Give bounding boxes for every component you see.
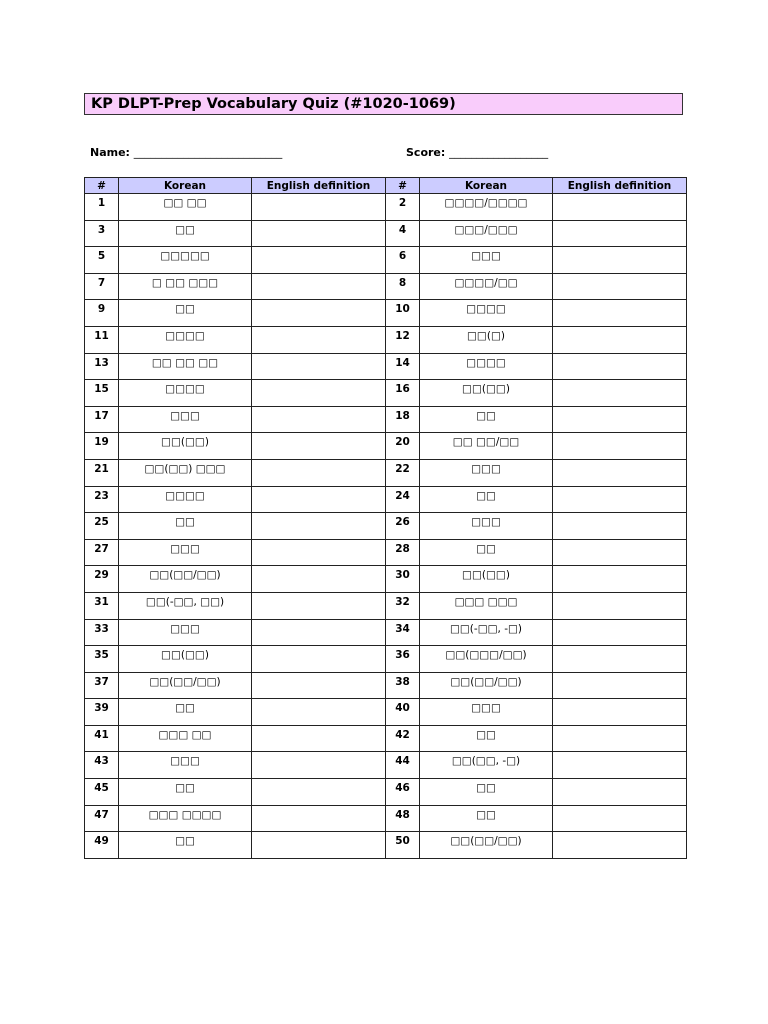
item-number: 35 (85, 646, 119, 673)
english-definition-cell[interactable] (252, 486, 386, 513)
korean-term: □□(-□□, -□) (420, 619, 553, 646)
korean-term: □□□□/□□ (420, 273, 553, 300)
korean-term: □□□□ (119, 326, 252, 353)
item-number: 33 (85, 619, 119, 646)
table-row (85, 433, 687, 460)
korean-term: □□ (420, 486, 553, 513)
korean-term: □□□ (420, 247, 553, 274)
item-number: 16 (386, 380, 420, 407)
korean-term: □□□□/□□□□ (420, 194, 553, 221)
table-row (85, 406, 687, 433)
english-definition-cell[interactable] (553, 380, 687, 407)
korean-term: □□ (119, 513, 252, 540)
korean-term: □□□/□□□ (420, 220, 553, 247)
english-definition-cell[interactable] (252, 725, 386, 752)
table-row (85, 672, 687, 699)
item-number: 26 (386, 513, 420, 540)
table-row (85, 646, 687, 673)
korean-term: □□ (119, 779, 252, 806)
korean-term: □□ (119, 300, 252, 327)
english-definition-cell[interactable] (252, 433, 386, 460)
item-number: 21 (85, 459, 119, 486)
english-definition-cell[interactable] (553, 300, 687, 327)
table-row (85, 353, 687, 380)
item-number: 31 (85, 592, 119, 619)
english-definition-cell[interactable] (252, 326, 386, 353)
item-number: 5 (85, 247, 119, 274)
korean-term: □□(□□/□□) (420, 672, 553, 699)
korean-term: □□□ □□ (119, 725, 252, 752)
english-definition-cell[interactable] (252, 619, 386, 646)
english-definition-cell[interactable] (252, 832, 386, 859)
score-label: Score: (406, 146, 446, 159)
header-english-left: English definition (252, 178, 386, 194)
item-number: 20 (386, 433, 420, 460)
item-number: 44 (386, 752, 420, 779)
item-number: 46 (386, 779, 420, 806)
table-row (85, 566, 687, 593)
item-number: 18 (386, 406, 420, 433)
korean-term: □□□ (119, 619, 252, 646)
header-num-right: # (386, 178, 420, 194)
korean-term: □□ □□ (119, 194, 252, 221)
table-row (85, 459, 687, 486)
english-definition-cell[interactable] (252, 646, 386, 673)
korean-term: □□□ (119, 752, 252, 779)
english-definition-cell[interactable] (553, 725, 687, 752)
korean-term: □□(□□) (420, 380, 553, 407)
korean-term: □□□ (119, 406, 252, 433)
korean-term: □□(□□) □□□ (119, 459, 252, 486)
item-number: 24 (386, 486, 420, 513)
korean-term: □□□□ (420, 353, 553, 380)
korean-term: □□□□ (420, 300, 553, 327)
table-row (85, 247, 687, 274)
table-header-row (85, 178, 687, 194)
table-row (85, 380, 687, 407)
table-row (85, 752, 687, 779)
english-definition-cell[interactable] (252, 247, 386, 274)
item-number: 37 (85, 672, 119, 699)
table-row (85, 619, 687, 646)
english-definition-cell[interactable] (252, 539, 386, 566)
item-number: 19 (85, 433, 119, 460)
name-field[interactable] (90, 146, 282, 159)
table-row (85, 513, 687, 540)
item-number: 27 (85, 539, 119, 566)
english-definition-cell[interactable] (553, 513, 687, 540)
korean-term: □□ (420, 539, 553, 566)
english-definition-cell[interactable] (252, 300, 386, 327)
item-number: 10 (386, 300, 420, 327)
item-number: 8 (386, 273, 420, 300)
table-row (85, 273, 687, 300)
english-definition-cell[interactable] (553, 752, 687, 779)
korean-term: □□(□) (420, 326, 553, 353)
english-definition-cell[interactable] (252, 805, 386, 832)
score-field[interactable] (406, 146, 548, 159)
korean-term: □□ (119, 699, 252, 726)
item-number: 13 (85, 353, 119, 380)
table-row (85, 725, 687, 752)
item-number: 39 (85, 699, 119, 726)
korean-term: □□ (119, 220, 252, 247)
item-number: 1 (85, 194, 119, 221)
item-number: 48 (386, 805, 420, 832)
english-definition-cell[interactable] (553, 486, 687, 513)
english-definition-cell[interactable] (553, 672, 687, 699)
english-definition-cell[interactable] (252, 513, 386, 540)
english-definition-cell[interactable] (252, 672, 386, 699)
korean-term: □□(□□) (119, 646, 252, 673)
item-number: 36 (386, 646, 420, 673)
item-number: 40 (386, 699, 420, 726)
item-number: 45 (85, 779, 119, 806)
item-number: 50 (386, 832, 420, 859)
korean-term: □□ (420, 725, 553, 752)
item-number: 34 (386, 619, 420, 646)
english-definition-cell[interactable] (252, 406, 386, 433)
korean-term: □□□ □□□□ (119, 805, 252, 832)
english-definition-cell[interactable] (553, 779, 687, 806)
english-definition-cell[interactable] (252, 459, 386, 486)
item-number: 38 (386, 672, 420, 699)
korean-term: □□(□□/□□) (420, 832, 553, 859)
item-number: 29 (85, 566, 119, 593)
english-definition-cell[interactable] (553, 326, 687, 353)
table-row (85, 194, 687, 221)
korean-term: □□□ □□□ (420, 592, 553, 619)
english-definition-cell[interactable] (553, 619, 687, 646)
item-number: 4 (386, 220, 420, 247)
item-number: 11 (85, 326, 119, 353)
korean-term: □□ (420, 406, 553, 433)
english-definition-cell[interactable] (553, 220, 687, 247)
english-definition-cell[interactable] (553, 566, 687, 593)
english-definition-cell[interactable] (553, 194, 687, 221)
table-row (85, 779, 687, 806)
korean-term: □□□□□ (119, 247, 252, 274)
table-row (85, 326, 687, 353)
header-korean-left: Korean (119, 178, 252, 194)
item-number: 15 (85, 380, 119, 407)
table-row (85, 486, 687, 513)
english-definition-cell[interactable] (553, 832, 687, 859)
english-definition-cell[interactable] (252, 699, 386, 726)
header-num-left: # (85, 178, 119, 194)
english-definition-cell[interactable] (252, 220, 386, 247)
english-definition-cell[interactable] (553, 273, 687, 300)
english-definition-cell[interactable] (553, 646, 687, 673)
item-number: 9 (85, 300, 119, 327)
korean-term: □□ □□ □□ (119, 353, 252, 380)
score-blank-line[interactable]: __________________ (449, 146, 549, 159)
item-number: 12 (386, 326, 420, 353)
english-definition-cell[interactable] (553, 353, 687, 380)
item-number: 47 (85, 805, 119, 832)
korean-term: □□□ (420, 459, 553, 486)
table-row (85, 592, 687, 619)
table-row (85, 300, 687, 327)
korean-term: □□ □□/□□ (420, 433, 553, 460)
item-number: 25 (85, 513, 119, 540)
korean-term: □□(□□, -□) (420, 752, 553, 779)
english-definition-cell[interactable] (252, 779, 386, 806)
table-row (85, 805, 687, 832)
english-definition-cell[interactable] (252, 752, 386, 779)
korean-term: □□ (119, 832, 252, 859)
korean-term: □□(□□□/□□) (420, 646, 553, 673)
name-label: Name: (90, 146, 130, 159)
korean-term: □ □□ □□□ (119, 273, 252, 300)
item-number: 6 (386, 247, 420, 274)
korean-term: □□(□□/□□) (119, 672, 252, 699)
english-definition-cell[interactable] (553, 433, 687, 460)
item-number: 17 (85, 406, 119, 433)
korean-term: □□(□□) (119, 433, 252, 460)
table-row (85, 220, 687, 247)
item-number: 7 (85, 273, 119, 300)
korean-term: □□□ (420, 513, 553, 540)
english-definition-cell[interactable] (553, 247, 687, 274)
korean-term: □□□□ (119, 380, 252, 407)
english-definition-cell[interactable] (553, 406, 687, 433)
english-definition-cell[interactable] (553, 592, 687, 619)
english-definition-cell[interactable] (252, 353, 386, 380)
korean-term: □□ (420, 805, 553, 832)
item-number: 49 (85, 832, 119, 859)
english-definition-cell[interactable] (252, 380, 386, 407)
item-number: 42 (386, 725, 420, 752)
item-number: 14 (386, 353, 420, 380)
table-row (85, 539, 687, 566)
korean-term: □□□ (119, 539, 252, 566)
item-number: 30 (386, 566, 420, 593)
korean-term: □□□□ (119, 486, 252, 513)
english-definition-cell[interactable] (553, 699, 687, 726)
english-definition-cell[interactable] (252, 273, 386, 300)
header-korean-right: Korean (420, 178, 553, 194)
name-blank-line[interactable]: ___________________________ (133, 146, 283, 159)
item-number: 2 (386, 194, 420, 221)
item-number: 3 (85, 220, 119, 247)
quiz-title: KP DLPT-Prep Vocabulary Quiz (#1020-1069) (84, 93, 683, 115)
table-row (85, 832, 687, 859)
item-number: 43 (85, 752, 119, 779)
korean-term: □□ (420, 779, 553, 806)
korean-term: □□(□□/□□) (119, 566, 252, 593)
item-number: 23 (85, 486, 119, 513)
english-definition-cell[interactable] (252, 592, 386, 619)
english-definition-cell[interactable] (553, 539, 687, 566)
english-definition-cell[interactable] (553, 459, 687, 486)
table-body (85, 194, 687, 859)
english-definition-cell[interactable] (553, 805, 687, 832)
item-number: 32 (386, 592, 420, 619)
vocabulary-table (84, 177, 687, 859)
table-row (85, 699, 687, 726)
korean-term: □□□ (420, 699, 553, 726)
header-english-right: English definition (553, 178, 687, 194)
item-number: 28 (386, 539, 420, 566)
korean-term: □□(□□) (420, 566, 553, 593)
item-number: 22 (386, 459, 420, 486)
item-number: 41 (85, 725, 119, 752)
korean-term: □□(-□□, □□) (119, 592, 252, 619)
english-definition-cell[interactable] (252, 194, 386, 221)
english-definition-cell[interactable] (252, 566, 386, 593)
